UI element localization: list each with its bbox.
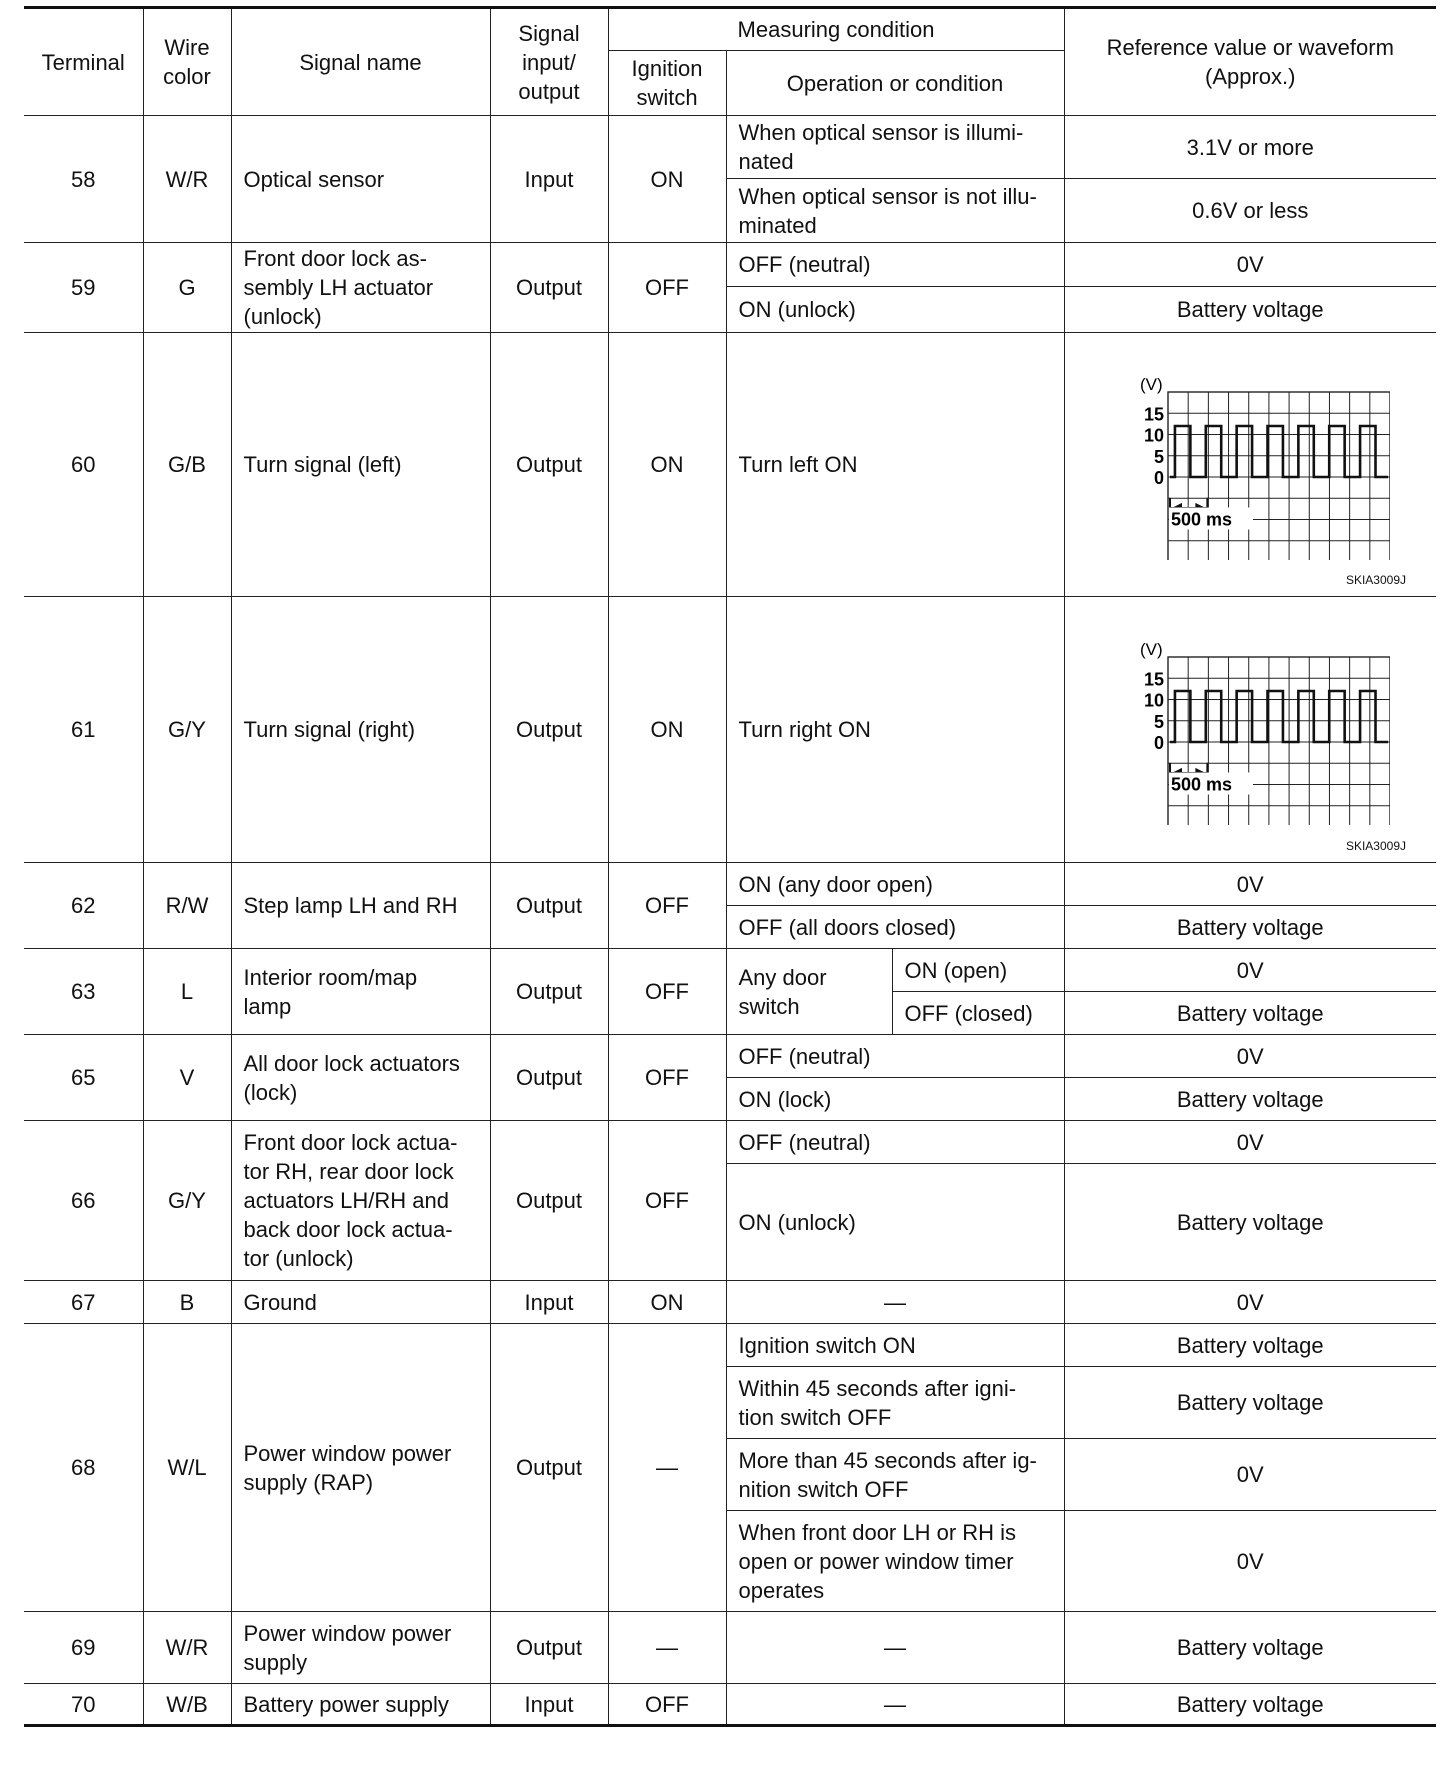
signal-name-cell: Optical sensor [231, 116, 490, 243]
header-wire-color: Wire color [143, 8, 231, 116]
waveform-unit-label: (V) [1140, 639, 1163, 659]
table-row [24, 1121, 1436, 1164]
operation-cell: — [726, 1684, 1064, 1726]
waveform-y-tick: 0 [1154, 467, 1165, 488]
terminal-cell: 66 [24, 1121, 143, 1281]
figure-code: SKIA3009J [1345, 839, 1406, 853]
wire-color-cell: W/R [143, 1612, 231, 1684]
signal-io-cell: Output [490, 1121, 608, 1281]
operation-cell: OFF (closed) [892, 992, 1064, 1035]
signal-name-cell: Step lamp LH and RH [231, 863, 490, 949]
terminal-table-frame [24, 6, 1436, 1727]
header-terminal: Terminal [24, 8, 143, 116]
signal-io-cell: Output [490, 333, 608, 597]
terminal-cell: 60 [24, 333, 143, 597]
terminal-cell: 63 [24, 949, 143, 1035]
waveform-y-tick: 5 [1154, 446, 1165, 467]
table-row [24, 863, 1436, 906]
turn-signal-waveform [1110, 635, 1390, 825]
operation-cell: ON (unlock) [726, 287, 1064, 333]
terminal-cell: 69 [24, 1612, 143, 1684]
header-signal-io: Signal input/ output [490, 8, 608, 116]
terminal-cell: 62 [24, 863, 143, 949]
time-scale-label: 500 ms [1171, 774, 1233, 794]
waveform-y-tick: 10 [1144, 425, 1165, 445]
terminal-reference-table [24, 6, 1436, 1727]
signal-name-cell: Front door lock actua- tor RH, rear door lock actuators LH/RH and back door lock actua- tor (unlock) [231, 1121, 490, 1281]
wire-color-cell: R/W [143, 863, 231, 949]
operation-cell: Ignition switch ON [726, 1324, 1064, 1367]
signal-io-cell: Output [490, 597, 608, 863]
ignition-cell: OFF [608, 1684, 726, 1726]
wire-color-cell: L [143, 949, 231, 1035]
signal-name-cell: Battery power supply [231, 1684, 490, 1726]
header-measuring-condition: Measuring condition [608, 8, 1064, 51]
operation-cell: — [726, 1612, 1064, 1684]
signal-io-cell: Input [490, 116, 608, 243]
table-row [24, 1612, 1436, 1684]
reference-cell: 0V [1064, 243, 1436, 287]
ignition-cell: OFF [608, 949, 726, 1035]
table-row [24, 597, 1436, 863]
operation-cell: When optical sensor is illumi- nated [726, 116, 1064, 179]
waveform-unit-label: (V) [1140, 374, 1163, 394]
signal-name-cell: Turn signal (right) [231, 597, 490, 863]
reference-cell: Battery voltage [1064, 992, 1436, 1035]
ignition-cell: OFF [608, 863, 726, 949]
operation-cell: OFF (neutral) [726, 1121, 1064, 1164]
signal-io-cell: Output [490, 243, 608, 333]
table-row [24, 116, 1436, 179]
reference-cell: 0V [1064, 1121, 1436, 1164]
table-row [24, 949, 1436, 992]
operation-cell: Within 45 seconds after igni- tion switch OFF [726, 1367, 1064, 1439]
table-row [24, 1281, 1436, 1324]
condition-cell: Any door switch [726, 949, 892, 1035]
signal-io-cell: Output [490, 949, 608, 1035]
wire-color-cell: G/B [143, 333, 231, 597]
operation-cell: Turn right ON [726, 597, 1064, 863]
terminal-cell: 67 [24, 1281, 143, 1324]
ignition-cell: ON [608, 333, 726, 597]
ignition-cell: OFF [608, 1035, 726, 1121]
operation-cell: Turn left ON [726, 333, 1064, 597]
table-row [24, 243, 1436, 287]
signal-io-cell: Output [490, 863, 608, 949]
operation-cell: When optical sensor is not illu- minated [726, 179, 1064, 243]
waveform-cell [1064, 597, 1436, 863]
reference-cell: 0V [1064, 1281, 1436, 1324]
terminal-cell: 58 [24, 116, 143, 243]
header-signal-name: Signal name [231, 8, 490, 116]
waveform-y-tick: 10 [1144, 690, 1165, 710]
signal-name-cell: Turn signal (left) [231, 333, 490, 597]
operation-cell: OFF (neutral) [726, 243, 1064, 287]
time-scale-label: 500 ms [1171, 509, 1233, 529]
reference-cell: Battery voltage [1064, 1164, 1436, 1281]
signal-io-cell: Input [490, 1281, 608, 1324]
table-row [24, 1684, 1436, 1726]
wire-color-cell: W/B [143, 1684, 231, 1726]
waveform-trace [1170, 426, 1388, 477]
signal-io-cell: Input [490, 1684, 608, 1726]
turn-signal-waveform [1110, 370, 1390, 560]
ignition-cell: — [608, 1324, 726, 1612]
reference-cell: Battery voltage [1064, 287, 1436, 333]
ignition-cell: — [608, 1612, 726, 1684]
wire-color-cell: B [143, 1281, 231, 1324]
signal-name-cell: Power window power supply (RAP) [231, 1324, 490, 1612]
waveform-cell [1064, 333, 1436, 597]
table-row [24, 1324, 1436, 1367]
waveform-y-tick: 5 [1154, 711, 1165, 732]
operation-cell: ON (unlock) [726, 1164, 1064, 1281]
ignition-cell: OFF [608, 243, 726, 333]
reference-cell: 0.6V or less [1064, 179, 1436, 243]
signal-name-cell: All door lock actuators (lock) [231, 1035, 490, 1121]
table-row [24, 333, 1436, 597]
waveform-trace [1170, 691, 1388, 742]
terminal-cell: 59 [24, 243, 143, 333]
terminal-cell: 68 [24, 1324, 143, 1612]
reference-cell: Battery voltage [1064, 1324, 1436, 1367]
wire-color-cell: G [143, 243, 231, 333]
table-row [24, 1035, 1436, 1078]
signal-name-cell: Front door lock as- sembly LH actuator (unlock) [231, 243, 490, 333]
header-operation: Operation or condition [726, 51, 1064, 116]
wire-color-cell: W/R [143, 116, 231, 243]
operation-cell: ON (open) [892, 949, 1064, 992]
reference-cell: Battery voltage [1064, 1684, 1436, 1726]
reference-cell: 0V [1064, 1035, 1436, 1078]
waveform-y-tick: 15 [1144, 668, 1165, 689]
header-ignition-switch: Ignition switch [608, 51, 726, 116]
wire-color-cell: G/Y [143, 1121, 231, 1281]
signal-io-cell: Output [490, 1035, 608, 1121]
ignition-cell: ON [608, 597, 726, 863]
terminal-cell: 70 [24, 1684, 143, 1726]
waveform-y-tick: 15 [1144, 403, 1165, 424]
operation-cell: ON (any door open) [726, 863, 1064, 906]
reference-cell: 0V [1064, 949, 1436, 992]
ignition-cell: OFF [608, 1121, 726, 1281]
reference-cell: Battery voltage [1064, 1612, 1436, 1684]
signal-name-cell: Power window power supply [231, 1612, 490, 1684]
operation-cell: OFF (neutral) [726, 1035, 1064, 1078]
operation-cell: More than 45 seconds after ig- nition switch OFF [726, 1439, 1064, 1511]
wire-color-cell: V [143, 1035, 231, 1121]
ignition-cell: ON [608, 1281, 726, 1324]
header-reference: Reference value or waveform (Approx.) [1064, 8, 1436, 116]
waveform-y-tick: 0 [1154, 732, 1165, 753]
signal-name-cell: Interior room/map lamp [231, 949, 490, 1035]
operation-cell: ON (lock) [726, 1078, 1064, 1121]
reference-cell: 3.1V or more [1064, 116, 1436, 179]
operation-cell: — [726, 1281, 1064, 1324]
ignition-cell: ON [608, 116, 726, 243]
reference-cell: 0V [1064, 863, 1436, 906]
terminal-cell: 65 [24, 1035, 143, 1121]
signal-name-cell: Ground [231, 1281, 490, 1324]
operation-cell: When front door LH or RH is open or power window timer operates [726, 1511, 1064, 1612]
terminal-cell: 61 [24, 597, 143, 863]
reference-cell: Battery voltage [1064, 906, 1436, 949]
figure-code: SKIA3009J [1345, 573, 1406, 587]
reference-cell: Battery voltage [1064, 1367, 1436, 1439]
wire-color-cell: W/L [143, 1324, 231, 1612]
signal-io-cell: Output [490, 1324, 608, 1612]
wire-color-cell: G/Y [143, 597, 231, 863]
reference-cell: 0V [1064, 1511, 1436, 1612]
reference-cell: 0V [1064, 1439, 1436, 1511]
signal-io-cell: Output [490, 1612, 608, 1684]
operation-cell: OFF (all doors closed) [726, 906, 1064, 949]
reference-cell: Battery voltage [1064, 1078, 1436, 1121]
